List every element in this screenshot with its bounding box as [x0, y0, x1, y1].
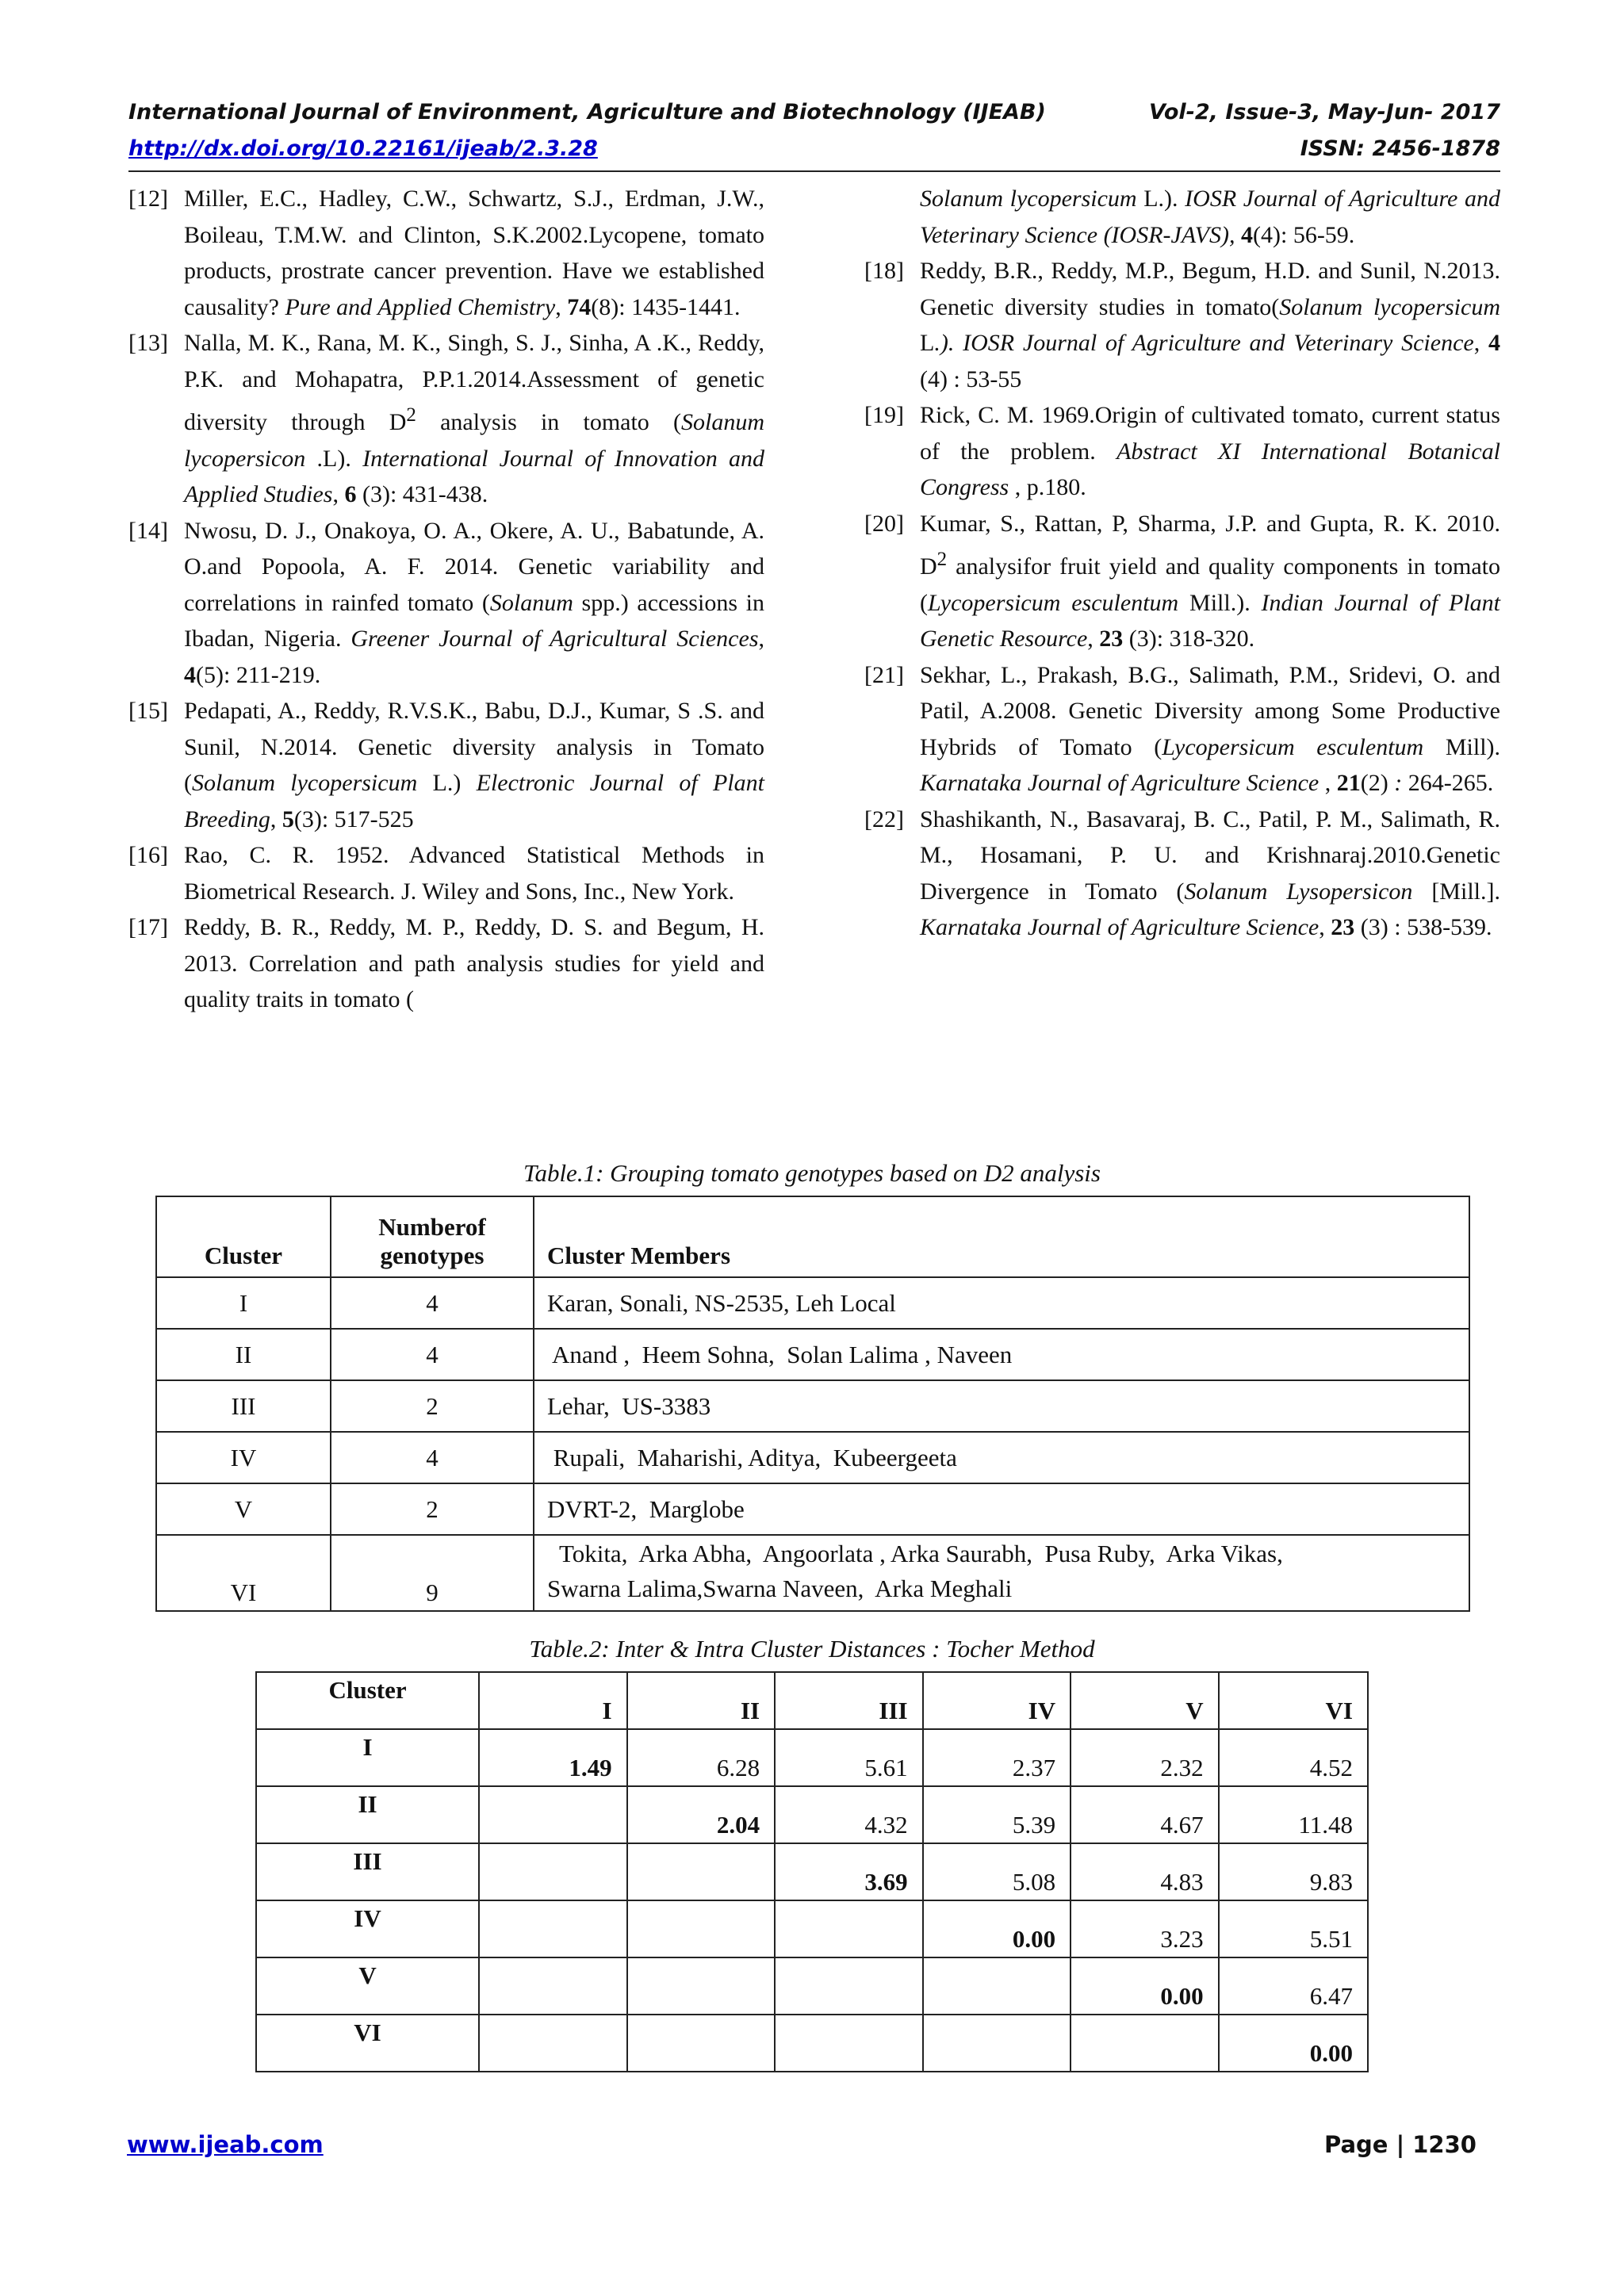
table-row: VI 0.00 — [256, 2015, 1368, 2072]
reference-15: [15] Pedapati, A., Reddy, R.V.S.K., Babu, D.J., Kumar, S .S. and Sunil, N.2014. Genetic diversity analysis in Tomato (Solanum lycopersicum L.) Electronic Journal of Plant Breeding, 5(3): 517-525 — [128, 698, 764, 832]
reference-20: [20] Kumar, S., Rattan, P, Sharma, J.P. and Gupta, R. K. 2010. $D^2$ analysifor fruit yield and quality components in tomato (Lycopersicum esculentum Mill.). Indian Journal of Plant Genetic Resource, 23 (3): 318-320. — [864, 510, 1501, 652]
page-number: Page | 1230 — [1324, 2131, 1477, 2158]
table-row: I 1.49 6.28 5.61 2.37 2.32 4.52 — [256, 1729, 1368, 1786]
reference-16: [16] Rao, C. R. 1952. Advanced Statistical Methods in Biometrical Research. J. Wiley and Sons, Inc., New York. — [128, 842, 764, 905]
doi-link[interactable]: http://dx.doi.org/10.22161/ijeab/2.3.28 — [128, 136, 598, 161]
reference-22: [22] Shashikanth, N., Basavaraj, B. C., Patil, P. M., Salimath, R. M., Hosamani, P. U. and Krishnaraj.2010.Genetic Divergence in Tomato (Solanum Lysopersicon [Mill.]. Karnataka Journal of Agriculture Science, 23 (3) : 538-539. — [864, 806, 1500, 940]
reference-21: [21] Sekhar, L., Prakash, B.G., Salimath, P.M., Sridevi, O. and Patil, A.2008. Genetic Diversity among Some Productive Hybrids of Tomato (Lycopersicum esculentum Mill). Karnataka Journal of Agriculture Science , 21(2) : 264-265. — [864, 661, 1501, 796]
table2-cluster-distances — [255, 1671, 1369, 2072]
table-row: V 2 DVRT-2, Marglobe — [156, 1483, 1469, 1535]
table2-header-row: Cluster I II III IV V VI — [256, 1672, 1368, 1729]
reference-13: [13] Nalla, M. K., Rana, M. K., Singh, S. J., Sinha, A .K., Reddy, P.K. and Mohapatra, P.P.1.2014.Assessment of genetic diversity through $D^2$ analysis in tomato (Solanum lycopersicon .L). International Journal of Innovation and Applied Studies, 6 (3): 431-438. — [128, 330, 764, 507]
reference-19: [19] Rick, C. M. 1969.Origin of cultivated tomato, current status of the problem. Abstract XI International Botanical Congress , p.180. — [864, 402, 1500, 500]
footer-site — [127, 2131, 324, 2158]
table-row: I 4 Karan, Sonali, NS-2535, Leh Local — [156, 1277, 1469, 1329]
table1-header-cluster: Cluster — [156, 1196, 331, 1277]
table1-header-members: Cluster Members — [534, 1196, 1469, 1277]
table-row: VI 9 Tokita, Arka Abha, Angoorlata , Arka Saurabh, Pusa Ruby, Arka Vikas, Swarna Lalima,Swarna Naveen, Arka Meghali — [156, 1535, 1469, 1611]
table-row: II 2.04 4.32 5.39 4.67 11.48 — [256, 1786, 1368, 1843]
reference-18: [18] Reddy, B.R., Reddy, M.P., Begum, H.D. and Sunil, N.2013. Genetic diversity studies in tomato(Solanum lycopersicum L.). IOSR Journal of Agriculture and Veterinary Science, 4 (4) : 53-55 — [864, 258, 1501, 392]
header-rule — [128, 170, 1500, 172]
reference-14: [14] Nwosu, D. J., Onakoya, O. A., Okere, A. U., Babatunde, A. O.and Popoola, A. F. 2014. Genetic variability and correlations in rainfed tomato (Solanum spp.) accessions in Ibadan, Nigeria. Greener Journal of Agricultural Sciences, 4(5): 211-219. — [128, 517, 764, 688]
table-row: III 2 Lehar, US-3383 — [156, 1380, 1469, 1432]
reference-17: [17] Reddy, B. R., Reddy, M. P., Reddy, D. S. and Begum, H. 2013. Correlation and path analysis studies for yield and quality traits in tomato ( — [128, 914, 764, 1012]
table1-cluster-grouping — [155, 1196, 1470, 1612]
references-right-column — [864, 181, 1500, 946]
issn: ISSN: 2456-1878 — [1300, 136, 1500, 161]
reference-17-continued: Solanum lycopersicum L.). IOSR Journal of Agriculture and Veterinary Science (IOSR-JAVS), 4(4): 56-59. — [920, 186, 1500, 248]
table-row: II 4 Anand , Heem Sohna, Solan Lalima , Naveen — [156, 1329, 1469, 1380]
references-left-column — [128, 181, 764, 1018]
table1-header-number: Numberof genotypes — [331, 1196, 534, 1277]
table-row: IV 0.00 3.23 5.51 — [256, 1900, 1368, 1957]
table1-caption: Table.1: Grouping tomato genotypes based on D2 analysis — [523, 1159, 1101, 1187]
reference-12: [12] Miller, E.C., Hadley, C.W., Schwartz, S.J., Erdman, J.W., Boileau, T.M.W. and Clinton, S.K.2002.Lycopene, tomato products, prostrate cancer prevention. Have we established causality? Pure and Applied Chemistry, 74(8): 1435-1441. — [128, 186, 764, 320]
table-row: V 0.00 6.47 — [256, 1957, 1368, 2015]
journal-title: International Journal of Environment, Agriculture and Biotechnology (IJEAB) — [128, 100, 1046, 124]
table-row: III 3.69 5.08 4.83 9.83 — [256, 1843, 1368, 1900]
table2-header-cluster: Cluster — [256, 1672, 479, 1729]
table-row: IV 4 Rupali, Maharishi, Aditya, Kubeergeeta — [156, 1432, 1469, 1483]
table1-header-row — [156, 1196, 1469, 1277]
volume-issue: Vol-2, Issue-3, May-Jun- 2017 — [1148, 100, 1500, 124]
running-header-doi — [128, 136, 1500, 161]
table2-caption: Table.2: Inter & Intra Cluster Distances : Tocher Method — [529, 1635, 1095, 1663]
site-link[interactable]: www.ijeab.com — [127, 2131, 324, 2158]
running-header — [128, 100, 1500, 124]
